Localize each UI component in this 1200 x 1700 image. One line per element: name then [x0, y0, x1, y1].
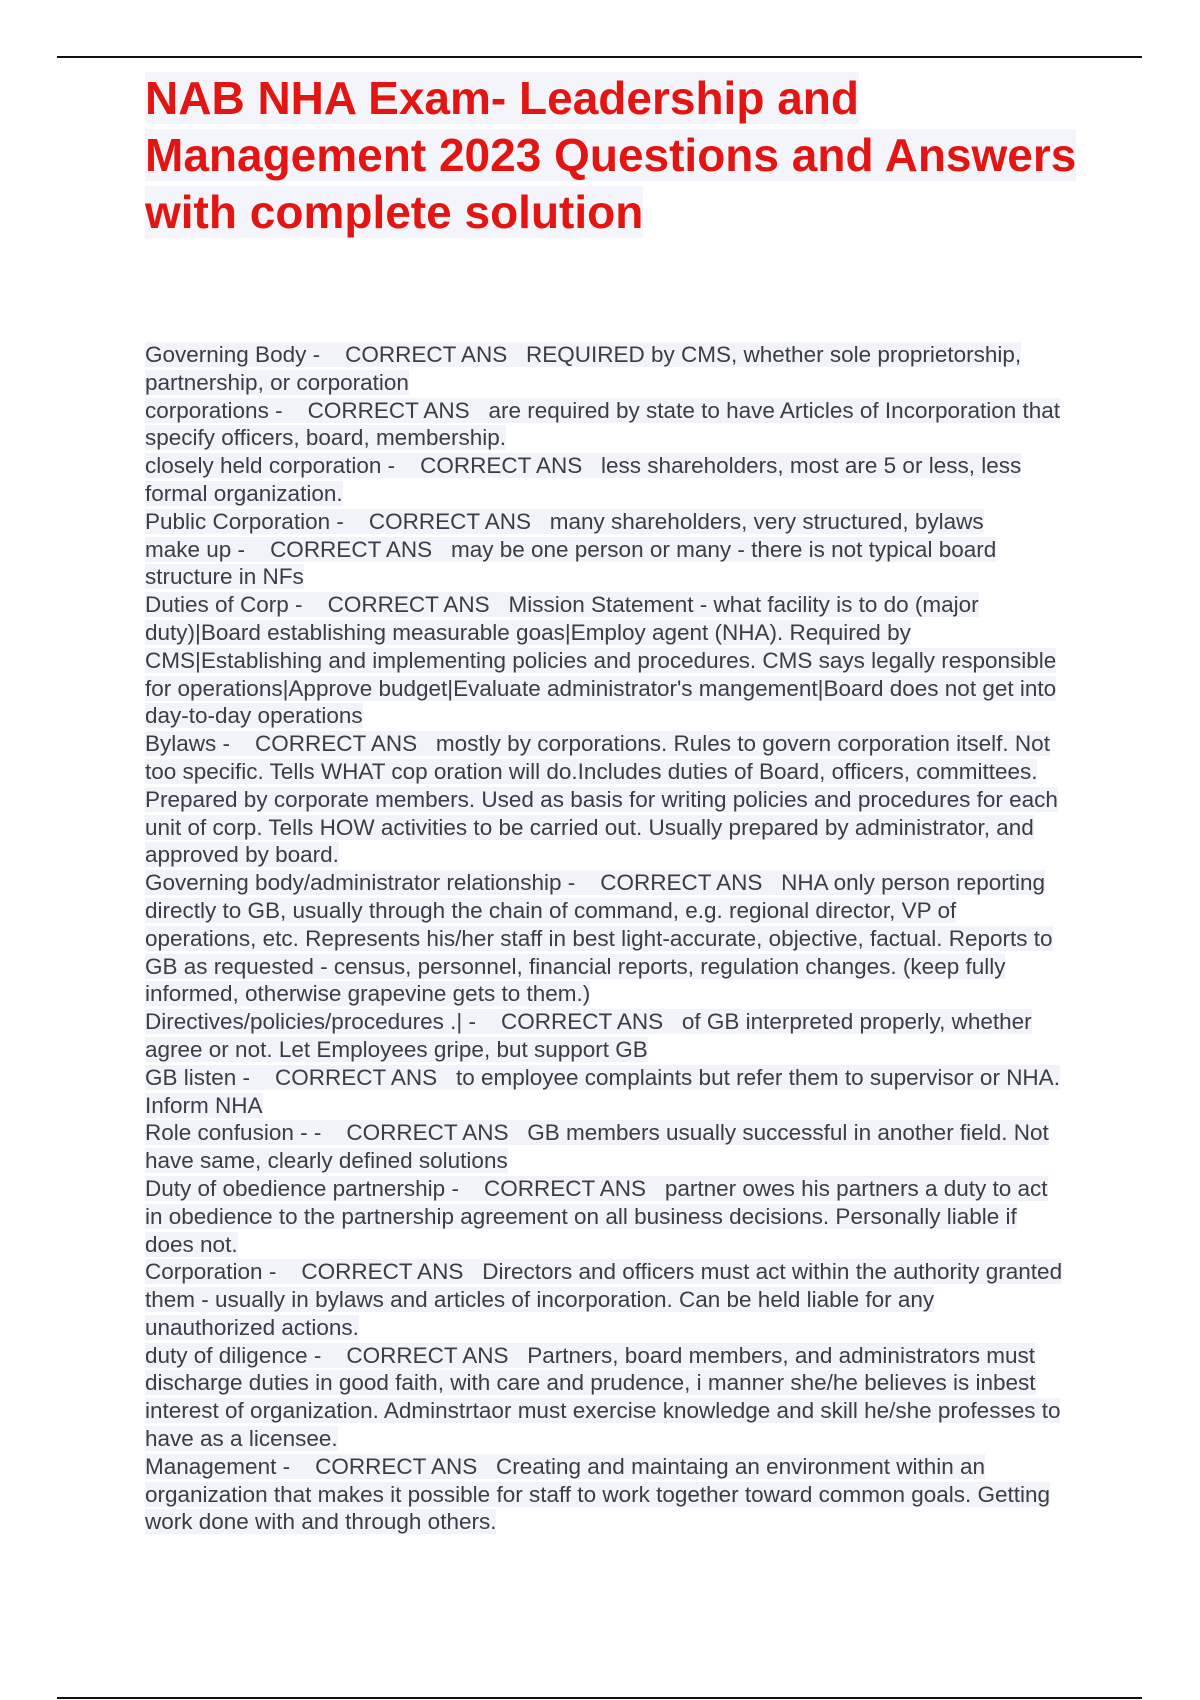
qa-entry: [145, 1258, 1065, 1341]
qa-entry: [145, 1175, 1065, 1258]
document-title-text: NAB NHA Exam- Leadership and Management 2023 Questions and Answers with complete solution: [145, 72, 1077, 238]
qa-marker: CORRECT ANS: [368, 508, 531, 534]
qa-list: [145, 341, 1065, 1536]
qa-marker: CORRECT ANS: [327, 592, 490, 618]
qa-entry: [145, 1008, 1065, 1064]
qa-marker: CORRECT ANS: [255, 731, 418, 757]
qa-term: Duties of Corp -: [145, 592, 303, 618]
qa-term: Governing Body -: [145, 342, 321, 367]
qa-entry: [145, 452, 1065, 508]
qa-marker: CORRECT ANS: [346, 1342, 509, 1368]
bottom-divider: [57, 1697, 1142, 1699]
qa-entry: [145, 730, 1065, 869]
qa-marker: CORRECT ANS: [346, 1120, 509, 1146]
qa-term: corporations -: [145, 397, 283, 423]
qa-marker: CORRECT ANS: [420, 453, 583, 479]
qa-term: duty of diligence -: [145, 1342, 322, 1368]
qa-term: closely held corporation -: [145, 453, 396, 479]
qa-entry: [145, 1453, 1065, 1536]
qa-term: Role confusion - -: [145, 1120, 322, 1146]
qa-term: Directives/policies/procedures .| -: [145, 1009, 476, 1035]
qa-marker: CORRECT ANS: [307, 397, 470, 423]
qa-term: make up -: [145, 536, 246, 562]
qa-answer: Partners, board members, and administrators must discharge duties in good faith, with care and prudence, i manner she/he believes is inbest interest of organization. Adminstrtaor must exercise knowledge and skill he/she professes to have as a licensee.: [145, 1342, 1061, 1452]
qa-marker: CORRECT ANS: [600, 870, 763, 896]
qa-marker: CORRECT ANS: [275, 1064, 438, 1090]
document-title: [145, 70, 1105, 241]
qa-term: GB listen -: [145, 1064, 251, 1090]
qa-term: Public Corporation -: [145, 508, 344, 534]
qa-entry: [145, 1342, 1065, 1453]
qa-answer: to employee complaints but refer them to supervisor or NHA. Inform NHA: [145, 1064, 1060, 1118]
qa-marker: CORRECT ANS: [315, 1453, 478, 1479]
qa-answer: partner owes his partners a duty to act in obedience to the partnership agreement on all business decisions. Personally liable if does not.: [145, 1175, 1048, 1257]
qa-entry: [145, 508, 1065, 536]
qa-answer: are required by state to have Articles of Incorporation that specify officers, board, membership.: [145, 397, 1061, 451]
qa-answer: NHA only person reporting directly to GB, usually through the chain of command, e.g. regional director, VP of operations, etc. Represents his/her staff in best light-accurate, objective, factual. Reports to GB as requested - census, personnel, financial reports, regulation changes. (keep fully informed, otherwise grapevine gets to them.): [145, 870, 1053, 1007]
qa-answer: Directors and officers must act within the authority granted them - usually in bylaws and articles of incorporation. Can be held liable for any unauthorized actions.: [145, 1259, 1063, 1340]
qa-marker: CORRECT ANS: [483, 1175, 647, 1201]
qa-marker: CORRECT ANS: [270, 536, 433, 562]
qa-marker: CORRECT ANS: [345, 342, 508, 367]
qa-answer: of GB interpreted properly, whether agree or not. Let Employees gripe, but support GB: [145, 1009, 1032, 1062]
qa-term: Duty of obedience partnership -: [145, 1175, 459, 1201]
qa-term: Bylaws -: [145, 731, 231, 757]
qa-term: Corporation -: [145, 1259, 277, 1285]
qa-term: Management -: [145, 1453, 291, 1479]
qa-answer: less shareholders, most are 5 or less, less formal organization.: [145, 453, 1022, 506]
qa-entry: [145, 869, 1065, 1008]
qa-entry: [145, 536, 1065, 592]
qa-answer: Mission Statement - what facility is to do (major duty)|Board establishing measurable goas|Employ agent (NHA). Required by CMS|Establishing and implementing policies and procedures. CMS says legally responsible for operations|Approve budget|Evaluate administrator's mangement|Board does not get into day-to-day operations: [145, 592, 1057, 729]
qa-answer: mostly by corporations. Rules to govern corporation itself. Not too specific. Tells WHAT cop oration will do.Includes duties of Board, officers, committees. Prepared by corporate members. Used as basis for writing policies and procedures for each unit of corp. Tells HOW activities to be carried out. Usually prepared by administrator, and approved by board.: [145, 731, 1058, 868]
qa-term: Governing body/administrator relationship -: [145, 870, 576, 896]
qa-answer: many shareholders, very structured, bylaws: [549, 508, 984, 534]
qa-marker: CORRECT ANS: [500, 1009, 664, 1035]
qa-answer: GB members usually successful in another field. Not have same, clearly defined solutions: [145, 1120, 1049, 1174]
qa-answer: may be one person or many - there is not typical board structure in NFs: [145, 536, 997, 590]
qa-answer: REQUIRED by CMS, whether sole proprietorship, partnership, or corporation: [145, 342, 1022, 395]
qa-marker: CORRECT ANS: [301, 1259, 464, 1285]
qa-entry: [145, 397, 1065, 453]
qa-entry: [145, 1119, 1065, 1175]
qa-entry: [145, 1064, 1065, 1120]
top-divider: [57, 56, 1142, 58]
qa-entry: [145, 341, 1065, 397]
qa-answer: Creating and maintaing an environment within an organization that makes it possible for staff to work together toward common goals. Getting work done with and through others.: [145, 1453, 1051, 1535]
qa-entry: [145, 591, 1065, 730]
